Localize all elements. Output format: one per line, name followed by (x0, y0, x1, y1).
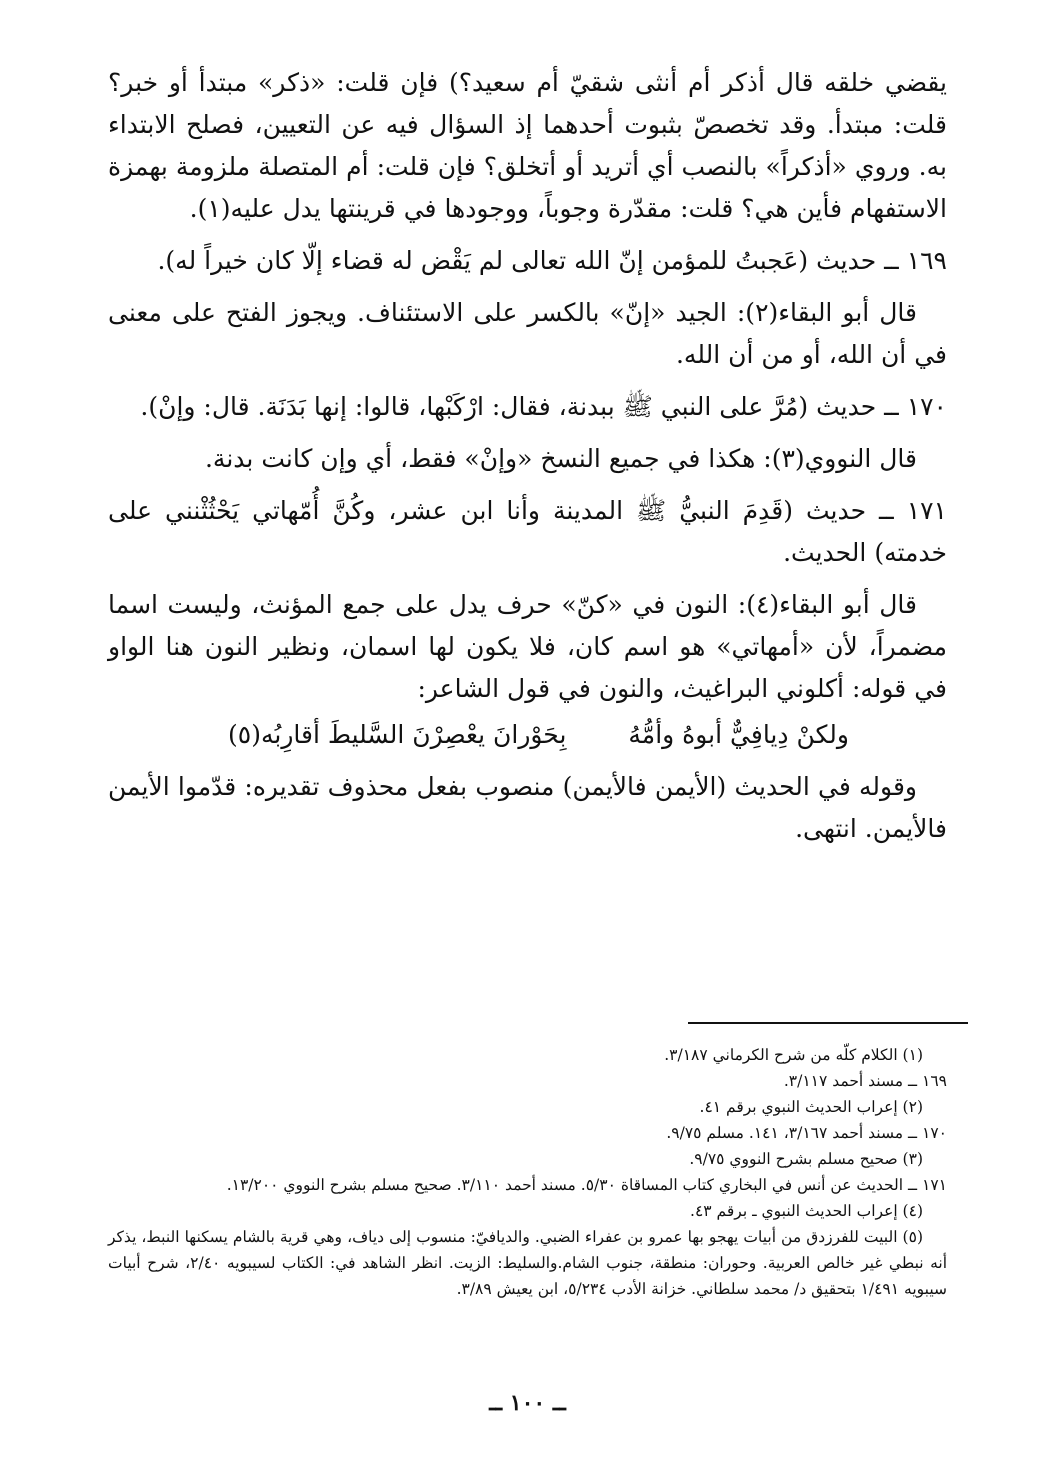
footnote-5: (٥) البيت للفرزدق من أبيات يهجو بها عمرو بن عفراء الضبي. والديافيّ: منسوب إلى دياف، وهي قرية بالشام يسكنها النبط، يذكر أنه نبطي غير خالص العربية. وحوران: منطقة، جنوب الشام.والسليط: الزيت. انظر الشاهد في: الكتاب لسيبويه ٢/٤٠، شرح أبيات سيبويه ١/٤٩١ بتحقيق د/ محمد سلطاني. خزانة الأدب ٥/٢٣٤، ابن يعيش ٣/٨٩. (108, 1228, 947, 1298)
page-number: ــ ١٠٠ ــ (489, 1390, 566, 1416)
footnote-source-170: ١٧٠ ــ مسند أحمد ٣/١٦٧، ١٤١. مسلم ٩/٧٥. (666, 1124, 947, 1142)
poem-verse (108, 714, 947, 756)
paragraph-1: يقضي خلقه قال أذكر أم أنثى شقيّ أم سعيد؟) فإن قلت: «ذكر» مبتدأ أو خبر؟ قلت: مبتدأ. وقد تخصصّ بثبوت أحدهما إذ السؤال فيه عن التعيين، فصلح الابتداء به. وروي «أذكراً» بالنصب أي أتريد أو أتخلق؟ فإن قلت: أم المتصلة ملزومة بهمزة الاستفهام فأين هي؟ قلت: مقدّرة وجوباً، ووجودها في قرينتها يدل عليه(١). (108, 68, 947, 223)
footnote-source-171: ١٧١ ــ الحديث عن أنس في البخاري كتاب المساقاة ٥/٣٠. مسند أحمد ٣/١١٠. صحيح مسلم بشرح النووي ١٣/٢٠٠. (226, 1176, 947, 1194)
hadith-170: ١٧٠ ــ حديث (مُرَّ على النبي ﷺ ببدنة، فقال: ارْكَبْها، قالوا: إنها بَدَنَة. قال: وإنْ). (140, 392, 947, 421)
footnote-source-169: ١٦٩ ــ مسند أحمد ٣/١١٧. (783, 1072, 947, 1090)
commentary-abu-al-baqa-2: قال أبو البقاء(٤): النون في «كنّ» حرف يدل على جمع المؤنث، وليست اسما مضمراً، لأن «أمهاتي» هو اسم كان، فلا يكون لها اسمان، ونظير النون هنا الواو في قوله: أكلوني البراغيث، والنون في قول الشاعر: (108, 590, 947, 703)
footnote-3: (٣) صحيح مسلم بشرح النووي ٩/٧٥. (689, 1150, 923, 1168)
footnote-2: (٢) إعراب الحديث النبوي برقم ٤١. (699, 1098, 923, 1116)
footnote-1: (١) الكلام كلّه من شرح الكرماني ٣/١٨٧. (664, 1046, 923, 1064)
closing-paragraph: وقوله في الحديث (الأيمن فالأيمن) منصوب بفعل محذوف تقديره: قدّموا الأيمن فالأيمن. انتهى. (108, 772, 947, 843)
commentary-nawawi: قال النووي(٣): هكذا في جميع النسخ «وإنْ» فقط، أي وإن كانت بدنة. (204, 444, 917, 473)
hadith-169: ١٦٩ ــ حديث (عَجبتُ للمؤمن إنّ الله تعالى لم يَقْض له قضاء إلّا كان خيراً له). (157, 246, 947, 275)
footnote-4: (٤) إعراب الحديث النبوي ـ برقم ٤٣. (690, 1202, 923, 1220)
poem-hemistich-first: ولكنْ دِيافِيٌّ أبوهُ وأمُّهُ (628, 720, 849, 749)
main-text (108, 62, 947, 860)
commentary-abu-al-baqa-1: قال أبو البقاء(٢): الجيد «إنّ» بالكسر على الاستئناف. ويجوز الفتح على معنى في أن الله، أو من أن الله. (108, 298, 947, 369)
poem-hemistich-second: بِحَوْرانَ يعْصِرْنَ السَّليطَ أقارِبُه(٥) (228, 720, 567, 749)
footnotes (108, 1042, 947, 1302)
footnote-divider (688, 1022, 968, 1024)
hadith-171: ١٧١ ــ حديث (قَدِمَ النبيُّ ﷺ المدينة وأنا ابن عشر، وكُنَّ أُمّهاتي يَحْثُثْنني على خدمته) الحديث. (108, 496, 947, 567)
